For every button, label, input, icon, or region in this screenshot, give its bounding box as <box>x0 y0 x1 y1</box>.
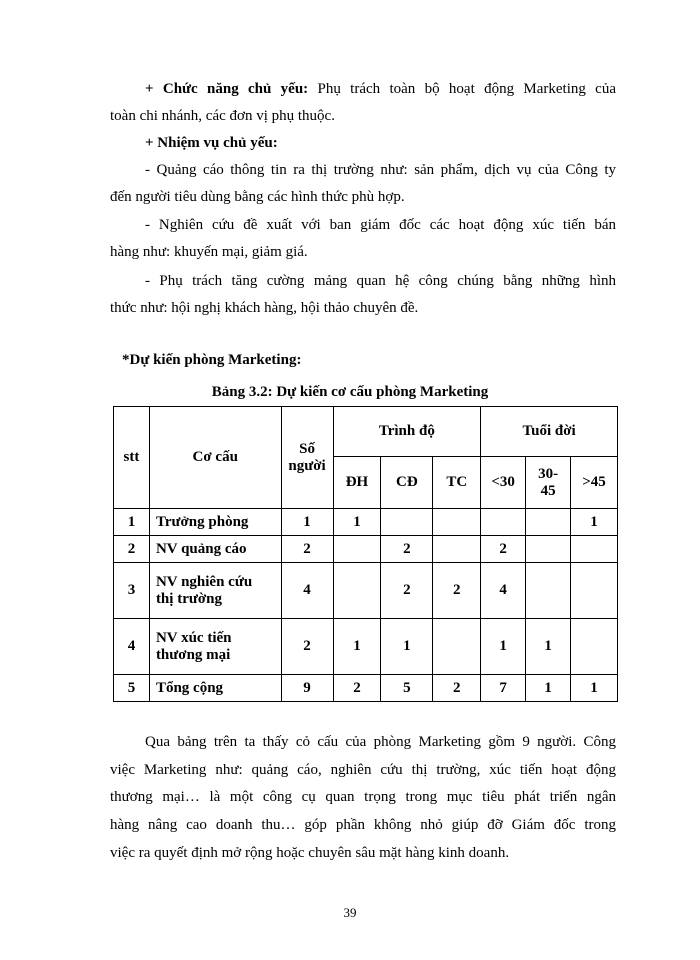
bullet2-line2: hàng như: khuyến mại, giảm giá. <box>110 244 308 260</box>
cell-cd: 2 <box>381 563 433 619</box>
cell-structure: Trưởng phòng <box>149 509 281 536</box>
cell-age-over45: 1 <box>571 675 618 702</box>
cell-age-30-45 <box>526 563 571 619</box>
cell-structure: NV quảng cáo <box>149 536 281 563</box>
conclusion-line5: việc ra quyết định mở rộng hoặc chuyên sâu mặt hàng kinh doanh. <box>110 845 510 861</box>
cell-tc: 2 <box>433 563 481 619</box>
task-label: + Nhiệm vụ chủ yếu: <box>145 135 278 151</box>
header-tc: TC <box>433 457 481 509</box>
header-age: Tuổi đời <box>481 407 618 457</box>
cell-dh: 1 <box>333 509 381 536</box>
cell-age-under30: 7 <box>481 675 526 702</box>
header-stt: stt <box>114 407 150 509</box>
bullet3-line2: thức như: hội nghị khách hàng, hội thảo chuyên đề. <box>110 300 419 316</box>
cell-tc: 2 <box>433 675 481 702</box>
section-heading: *Dự kiến phòng Marketing: <box>122 352 302 368</box>
header-age-over45: >45 <box>571 457 618 509</box>
header-structure: Cơ cấu <box>149 407 281 509</box>
cell-dh: 2 <box>333 675 381 702</box>
header-count: Số người <box>281 407 333 509</box>
cell-structure: NV xúc tiến thương mại <box>149 619 281 675</box>
cell-age-30-45: 1 <box>526 675 571 702</box>
function-text: Phụ trách toàn bộ hoạt động Marketing của <box>308 81 616 97</box>
function-paragraph-line1 <box>110 76 616 103</box>
header-age-under30: <30 <box>481 457 526 509</box>
header-cd: CĐ <box>381 457 433 509</box>
cell-age-under30: 1 <box>481 619 526 675</box>
cell-age-under30: 2 <box>481 536 526 563</box>
cell-dh: 1 <box>333 619 381 675</box>
cell-cd: 1 <box>381 619 433 675</box>
cell-age-over45 <box>571 619 618 675</box>
bullet3-line1: - Phụ trách tăng cường mảng quan hệ công chúng bằng những hình <box>145 273 616 289</box>
bullet1-line2: đến người tiêu dùng bằng các hình thức phù hợp. <box>110 189 405 205</box>
cell-dh <box>333 563 381 619</box>
table-row <box>114 619 618 675</box>
cell-cd: 2 <box>381 536 433 563</box>
conclusion-line2: việc Marketing như: quảng cáo, nghiên cứu thị trường, xúc tiến hoạt động <box>110 762 616 778</box>
conclusion-line4: hàng nâng cao doanh thu… góp phần không nhỏ giúp đỡ Giám đốc trong <box>110 817 616 833</box>
cell-stt: 2 <box>114 536 150 563</box>
table-row-total <box>114 675 618 702</box>
cell-count: 1 <box>281 509 333 536</box>
conclusion-line3: thương mại… là một công cụ quan trọng trong mục tiêu phát triển ngân <box>110 789 616 805</box>
cell-age-under30 <box>481 509 526 536</box>
cell-structure: NV nghiên cứu thị trường <box>149 563 281 619</box>
cell-stt: 5 <box>114 675 150 702</box>
cell-age-30-45 <box>526 536 571 563</box>
cell-age-30-45 <box>526 509 571 536</box>
header-age-30-45: 30- 45 <box>526 457 571 509</box>
table-row <box>114 509 618 536</box>
page-number: 39 <box>343 905 357 920</box>
cell-stt: 3 <box>114 563 150 619</box>
cell-cd <box>381 509 433 536</box>
cell-stt: 1 <box>114 509 150 536</box>
function-paragraph-line2: toàn chi nhánh, các đơn vị phụ thuộc. <box>110 108 335 124</box>
cell-tc <box>433 536 481 563</box>
header-education: Trình độ <box>333 407 481 457</box>
function-label: + Chức năng chủ yếu: <box>145 81 309 97</box>
cell-age-over45 <box>571 536 618 563</box>
cell-cd: 5 <box>381 675 433 702</box>
cell-stt: 4 <box>114 619 150 675</box>
cell-age-over45: 1 <box>571 509 618 536</box>
cell-count: 2 <box>281 536 333 563</box>
cell-count: 4 <box>281 563 333 619</box>
cell-dh <box>333 536 381 563</box>
marketing-structure-table <box>113 406 618 702</box>
cell-tc <box>433 509 481 536</box>
table-caption: Bảng 3.2: Dự kiến cơ cấu phòng Marketing <box>211 384 489 400</box>
cell-age-under30: 4 <box>481 563 526 619</box>
table-row <box>114 563 618 619</box>
bullet2-line1: - Nghiên cứu đề xuất với ban giám đốc các hoạt động xúc tiến bán <box>145 217 616 233</box>
conclusion-line1: Qua bảng trên ta thấy cỏ cấu của phòng Marketing gồm 9 người. Công <box>145 734 616 750</box>
cell-age-30-45: 1 <box>526 619 571 675</box>
cell-structure: Tổng cộng <box>149 675 281 702</box>
bullet1-line1: - Quảng cáo thông tin ra thị trường như: sản phẩm, dịch vụ của Công ty <box>145 162 616 178</box>
cell-count: 2 <box>281 619 333 675</box>
table-row <box>114 536 618 563</box>
cell-tc <box>433 619 481 675</box>
cell-age-over45 <box>571 563 618 619</box>
header-dh: ĐH <box>333 457 381 509</box>
table-header-row-1 <box>114 407 618 457</box>
cell-count: 9 <box>281 675 333 702</box>
